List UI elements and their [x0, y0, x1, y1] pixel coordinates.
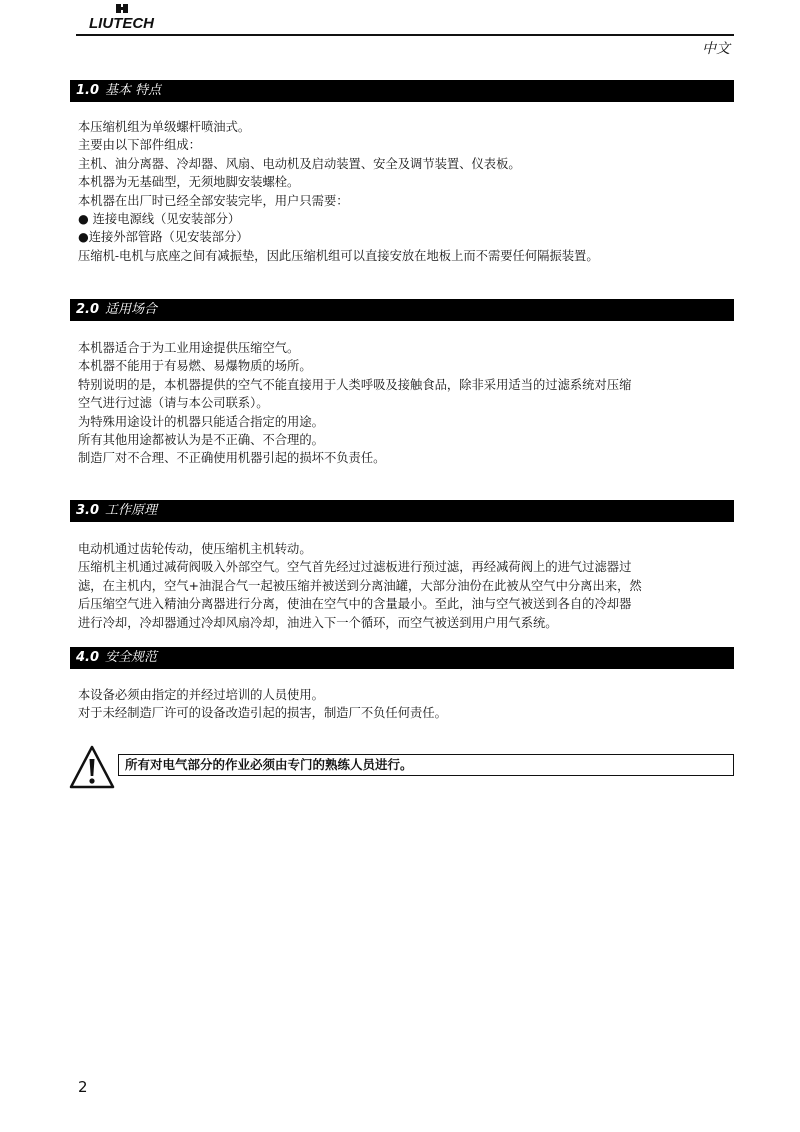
logo-text: LIUTECH — [89, 15, 154, 32]
section-3-body — [78, 540, 728, 632]
text-line: 压缩机主机通过减荷阀吸入外部空气。空气首先经过过滤板进行预过滤，再经减荷阀上的进气过滤器过 — [78, 560, 632, 575]
section-4-body — [78, 686, 728, 723]
section-2-body — [78, 339, 728, 468]
text-line: 为特殊用途设计的机器只能适合指定的用途。 — [78, 414, 324, 429]
text-line: 本机器为无基础型，无须地脚安装螺栓。 — [78, 175, 300, 190]
text-line: 本机器在出厂时已经全部安装完毕，用户只需要： — [78, 193, 349, 208]
text-line: 本设备必须由指定的并经过培训的人员使用。 — [78, 688, 324, 702]
section-title: 基本 特点 — [105, 83, 162, 98]
section-number: 1.0 — [76, 83, 100, 98]
page-number: 2 — [78, 1078, 88, 1096]
section-title: 工作原理 — [105, 503, 158, 518]
bullet-item: ● 连接电源线（见安装部分） — [78, 212, 241, 227]
text-line: 电动机通过齿轮传动，使压缩机主机转动。 — [78, 542, 312, 556]
text-line: 滤，在主机内，空气+油混合气一起被压缩并被送到分离油罐，大部分油份在此被从空气中分离出来，然 — [78, 578, 642, 593]
section-title: 适用场合 — [105, 302, 158, 317]
text-line: 特别说明的是，本机器提供的空气不能直接用于人类呼吸及接触食品，除非采用适当的过滤系统对压缩 — [78, 377, 632, 392]
text-line: 所有其他用途都被认为是不正确、不合理的。 — [78, 433, 324, 448]
header-rule — [76, 34, 734, 36]
section-3-header — [70, 500, 734, 522]
section-number: 3.0 — [76, 503, 100, 518]
text-line: 对于未经制造厂许可的设备改造引起的损害，制造厂不负任何责任。 — [78, 706, 447, 721]
text-line: 进行冷却，冷却器通过冷却风扇冷却，油进入下一个循环，而空气被送到用户用气系统。 — [78, 615, 558, 630]
language-label: 中文 — [702, 41, 730, 57]
liutech-logo — [88, 4, 158, 32]
text-line: 空气进行过滤（请与本公司联系）。 — [78, 396, 269, 411]
text-line: 本机器不能用于有易燃、易爆物质的场所。 — [78, 359, 312, 374]
text-line: 主要由以下部件组成： — [78, 138, 201, 153]
warning-message: 所有对电气部分的作业必须由专门的熟练人员进行。 — [118, 754, 734, 776]
text-line: 本压缩机组为单级螺杆喷油式。 — [78, 120, 251, 134]
bullet-item: ●连接外部管路（见安装部分） — [78, 230, 249, 245]
section-4-header — [70, 647, 734, 669]
section-1-body — [78, 118, 728, 265]
section-title: 安全规范 — [105, 650, 158, 665]
text-line: 压缩机-电机与底座之间有减振垫，因此压缩机组可以直接安放在地板上而不需要任何隔振装置。 — [78, 248, 599, 263]
section-number: 2.0 — [76, 302, 100, 317]
text-line: 后压缩空气进入精油分离器进行分离，使油在空气中的含量最小。至此，油与空气被送到各自的冷却器 — [78, 597, 632, 612]
section-number: 4.0 — [76, 650, 100, 665]
text-line: 本机器适合于为工业用途提供压缩空气。 — [78, 341, 300, 355]
text-line: 制造厂对不合理、不正确使用机器引起的损坏不负责任。 — [78, 451, 386, 466]
section-1-header — [70, 80, 734, 102]
section-2-header — [70, 299, 734, 321]
warning-triangle-icon — [68, 744, 116, 790]
text-line: 主机、油分离器、冷却器、风扇、电动机及启动装置、安全及调节装置、仪表板。 — [78, 156, 521, 171]
